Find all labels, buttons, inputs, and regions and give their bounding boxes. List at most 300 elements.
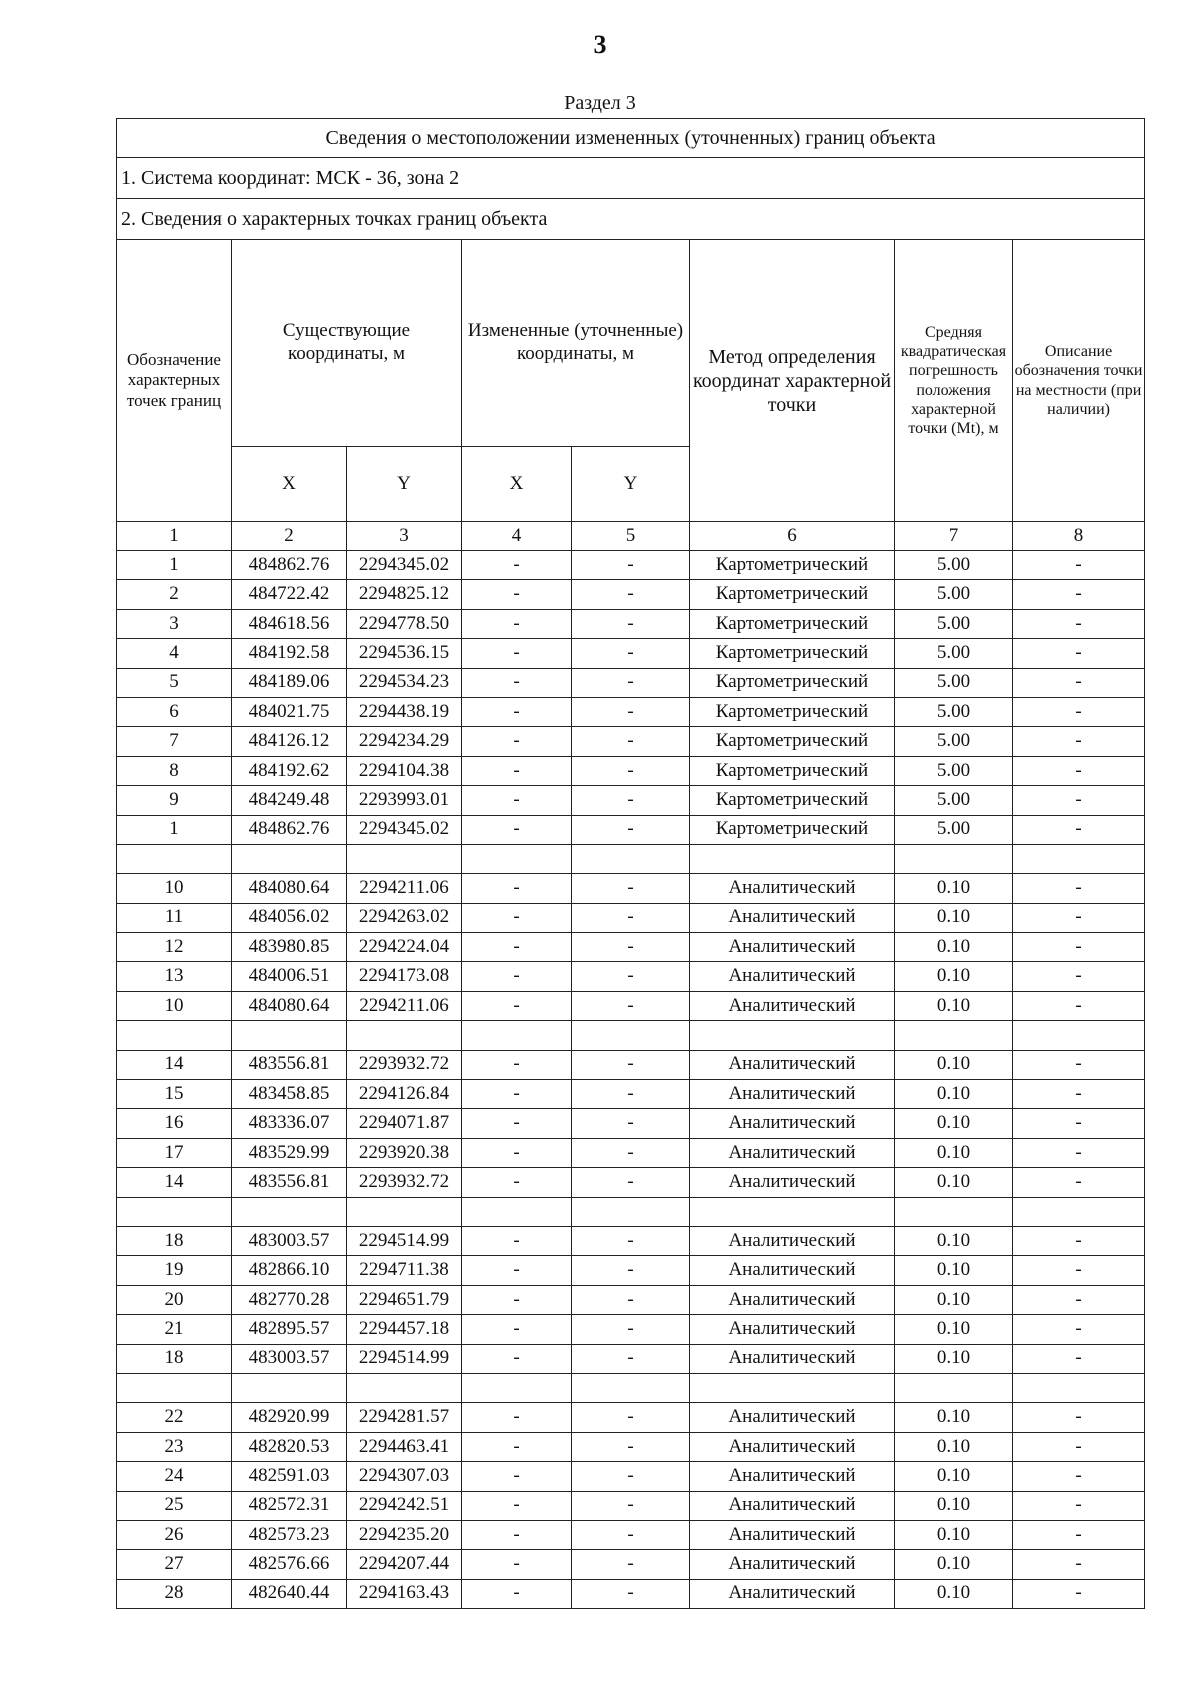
- changed-x-cell: -: [462, 815, 572, 844]
- mean-error-cell: 0.10: [895, 1491, 1013, 1520]
- empty-cell: [232, 844, 347, 873]
- empty-cell: [347, 1021, 462, 1050]
- mean-error-cell: 0.10: [895, 933, 1013, 962]
- table-row: [117, 1403, 1145, 1432]
- changed-y-cell: -: [572, 1256, 690, 1285]
- existing-x-cell: 482640.44: [232, 1579, 347, 1608]
- table-row: [117, 756, 1145, 785]
- point-id-cell: 10: [117, 991, 232, 1020]
- table-row: [117, 1344, 1145, 1373]
- method-cell: Картометрический: [690, 609, 895, 638]
- empty-cell: [462, 1373, 572, 1402]
- existing-x-cell: 482920.99: [232, 1403, 347, 1432]
- header-existing-x: X: [232, 447, 347, 522]
- changed-x-cell: -: [462, 1138, 572, 1167]
- point-id-cell: 13: [117, 962, 232, 991]
- table-row: [117, 1579, 1145, 1608]
- empty-cell: [232, 1373, 347, 1402]
- changed-x-cell: -: [462, 786, 572, 815]
- description-cell: -: [1013, 1344, 1145, 1373]
- existing-x-cell: 484080.64: [232, 991, 347, 1020]
- mean-error-cell: 0.10: [895, 1109, 1013, 1138]
- existing-x-cell: 484862.76: [232, 551, 347, 580]
- mean-error-cell: 5.00: [895, 756, 1013, 785]
- table-row: [117, 639, 1145, 668]
- point-id-cell: 15: [117, 1080, 232, 1109]
- changed-y-cell: -: [572, 1138, 690, 1167]
- empty-cell: [347, 1373, 462, 1402]
- existing-y-cell: 2294071.87: [347, 1109, 462, 1138]
- changed-x-cell: -: [462, 1315, 572, 1344]
- changed-y-cell: -: [572, 962, 690, 991]
- coordinate-system: 1. Система координат: МСК - 36, зона 2: [117, 158, 1145, 199]
- changed-y-cell: -: [572, 609, 690, 638]
- empty-cell: [117, 1373, 232, 1402]
- empty-cell: [690, 844, 895, 873]
- table-row: [117, 609, 1145, 638]
- changed-y-cell: -: [572, 874, 690, 903]
- existing-y-cell: 2293993.01: [347, 786, 462, 815]
- point-id-cell: 20: [117, 1285, 232, 1314]
- point-id-cell: 18: [117, 1226, 232, 1255]
- method-cell: Аналитический: [690, 1462, 895, 1491]
- description-cell: -: [1013, 1491, 1145, 1520]
- method-cell: Аналитический: [690, 991, 895, 1020]
- header-designation: Обозначение характерных точек границ: [117, 240, 232, 522]
- table-row: [117, 1550, 1145, 1579]
- table-row: [117, 1520, 1145, 1549]
- point-id-cell: 19: [117, 1256, 232, 1285]
- changed-x-cell: -: [462, 1050, 572, 1079]
- empty-cell: [572, 1021, 690, 1050]
- existing-x-cell: 484021.75: [232, 697, 347, 726]
- changed-y-cell: -: [572, 1520, 690, 1549]
- description-cell: -: [1013, 786, 1145, 815]
- description-cell: -: [1013, 1256, 1145, 1285]
- description-cell: -: [1013, 933, 1145, 962]
- point-id-cell: 9: [117, 786, 232, 815]
- changed-y-cell: -: [572, 1315, 690, 1344]
- method-cell: Картометрический: [690, 668, 895, 697]
- existing-y-cell: 2293932.72: [347, 1050, 462, 1079]
- point-id-cell: 4: [117, 639, 232, 668]
- description-cell: -: [1013, 1050, 1145, 1079]
- table-row: [117, 903, 1145, 932]
- table-row: [117, 668, 1145, 697]
- method-cell: Картометрический: [690, 551, 895, 580]
- table-row: [117, 1080, 1145, 1109]
- description-cell: -: [1013, 991, 1145, 1020]
- point-id-cell: 25: [117, 1491, 232, 1520]
- point-id-cell: 10: [117, 874, 232, 903]
- header-changed-y: Y: [572, 447, 690, 522]
- existing-x-cell: 484189.06: [232, 668, 347, 697]
- existing-y-cell: 2294211.06: [347, 991, 462, 1020]
- changed-x-cell: -: [462, 1520, 572, 1549]
- table-row: [117, 1491, 1145, 1520]
- table-row: [117, 815, 1145, 844]
- description-cell: -: [1013, 874, 1145, 903]
- empty-cell: [690, 1197, 895, 1226]
- table-row: [117, 1462, 1145, 1491]
- changed-y-cell: -: [572, 727, 690, 756]
- description-cell: -: [1013, 1579, 1145, 1608]
- header-method: Метод определения координат характерной точки: [690, 240, 895, 522]
- existing-x-cell: 484618.56: [232, 609, 347, 638]
- changed-y-cell: -: [572, 668, 690, 697]
- changed-y-cell: -: [572, 639, 690, 668]
- table-row: [117, 697, 1145, 726]
- changed-y-cell: -: [572, 786, 690, 815]
- table-row: [117, 786, 1145, 815]
- method-cell: Аналитический: [690, 903, 895, 932]
- point-id-cell: 6: [117, 697, 232, 726]
- changed-x-cell: -: [462, 609, 572, 638]
- description-cell: -: [1013, 1315, 1145, 1344]
- existing-y-cell: 2294825.12: [347, 580, 462, 609]
- point-id-cell: 23: [117, 1432, 232, 1461]
- method-cell: Аналитический: [690, 1315, 895, 1344]
- existing-x-cell: 484249.48: [232, 786, 347, 815]
- empty-cell: [895, 1197, 1013, 1226]
- empty-cell: [232, 1021, 347, 1050]
- changed-x-cell: -: [462, 639, 572, 668]
- empty-cell: [462, 844, 572, 873]
- empty-cell: [690, 1021, 895, 1050]
- existing-y-cell: 2294211.06: [347, 874, 462, 903]
- method-cell: Аналитический: [690, 1403, 895, 1432]
- method-cell: Аналитический: [690, 1344, 895, 1373]
- changed-x-cell: -: [462, 1344, 572, 1373]
- description-cell: -: [1013, 756, 1145, 785]
- empty-cell: [690, 1373, 895, 1402]
- table-row: [117, 1285, 1145, 1314]
- column-number: 6: [690, 522, 895, 551]
- changed-x-cell: -: [462, 1403, 572, 1432]
- existing-y-cell: 2293932.72: [347, 1168, 462, 1197]
- mean-error-cell: 5.00: [895, 786, 1013, 815]
- description-cell: -: [1013, 962, 1145, 991]
- header-existing-coordinates: Существующие координаты, м: [232, 240, 462, 447]
- mean-error-cell: 0.10: [895, 1256, 1013, 1285]
- mean-error-cell: 5.00: [895, 551, 1013, 580]
- empty-cell: [347, 844, 462, 873]
- method-cell: Картометрический: [690, 727, 895, 756]
- point-id-cell: 2: [117, 580, 232, 609]
- point-id-cell: 3: [117, 609, 232, 638]
- existing-x-cell: 484006.51: [232, 962, 347, 991]
- method-cell: Аналитический: [690, 1285, 895, 1314]
- existing-y-cell: 2294235.20: [347, 1520, 462, 1549]
- table-row: [117, 551, 1145, 580]
- existing-y-cell: 2294536.15: [347, 639, 462, 668]
- changed-x-cell: -: [462, 1256, 572, 1285]
- table-row: [117, 580, 1145, 609]
- existing-x-cell: 483556.81: [232, 1168, 347, 1197]
- changed-y-cell: -: [572, 756, 690, 785]
- changed-y-cell: -: [572, 580, 690, 609]
- mean-error-cell: 0.10: [895, 1432, 1013, 1461]
- group-separator-row: [117, 1021, 1145, 1050]
- mean-error-cell: 0.10: [895, 1285, 1013, 1314]
- mean-error-cell: 0.10: [895, 962, 1013, 991]
- description-cell: -: [1013, 1080, 1145, 1109]
- description-cell: -: [1013, 1462, 1145, 1491]
- method-cell: Аналитический: [690, 1579, 895, 1608]
- mean-error-cell: 0.10: [895, 874, 1013, 903]
- point-id-cell: 7: [117, 727, 232, 756]
- mean-error-cell: 5.00: [895, 639, 1013, 668]
- table-row: [117, 1432, 1145, 1461]
- changed-x-cell: -: [462, 1168, 572, 1197]
- description-cell: -: [1013, 639, 1145, 668]
- description-cell: -: [1013, 903, 1145, 932]
- description-cell: -: [1013, 551, 1145, 580]
- mean-error-cell: 0.10: [895, 1550, 1013, 1579]
- header-changed-coordinates: Измененные (уточненные) координаты, м: [462, 240, 690, 447]
- existing-x-cell: 483003.57: [232, 1344, 347, 1373]
- changed-x-cell: -: [462, 580, 572, 609]
- column-number: 8: [1013, 522, 1145, 551]
- point-id-cell: 5: [117, 668, 232, 697]
- changed-x-cell: -: [462, 1462, 572, 1491]
- boundary-points-table: [116, 118, 1145, 1609]
- description-cell: -: [1013, 1550, 1145, 1579]
- method-cell: Картометрический: [690, 786, 895, 815]
- empty-cell: [895, 1373, 1013, 1402]
- changed-x-cell: -: [462, 1285, 572, 1314]
- table-row: [117, 1256, 1145, 1285]
- section-title: Раздел 3: [564, 92, 636, 114]
- existing-x-cell: 483336.07: [232, 1109, 347, 1138]
- method-cell: Аналитический: [690, 1138, 895, 1167]
- existing-x-cell: 484192.58: [232, 639, 347, 668]
- changed-x-cell: -: [462, 991, 572, 1020]
- point-id-cell: 28: [117, 1579, 232, 1608]
- mean-error-cell: 5.00: [895, 609, 1013, 638]
- empty-cell: [895, 1021, 1013, 1050]
- existing-x-cell: 484080.64: [232, 874, 347, 903]
- existing-y-cell: 2294345.02: [347, 815, 462, 844]
- empty-cell: [117, 1197, 232, 1226]
- mean-error-cell: 0.10: [895, 1315, 1013, 1344]
- mean-error-cell: 5.00: [895, 727, 1013, 756]
- description-cell: -: [1013, 1432, 1145, 1461]
- existing-y-cell: 2294514.99: [347, 1344, 462, 1373]
- column-number: 1: [117, 522, 232, 551]
- existing-x-cell: 484722.42: [232, 580, 347, 609]
- existing-y-cell: 2294778.50: [347, 609, 462, 638]
- changed-y-cell: -: [572, 991, 690, 1020]
- table-row: [117, 962, 1145, 991]
- changed-x-cell: -: [462, 1432, 572, 1461]
- method-cell: Аналитический: [690, 1080, 895, 1109]
- existing-x-cell: 482895.57: [232, 1315, 347, 1344]
- existing-y-cell: 2293920.38: [347, 1138, 462, 1167]
- changed-x-cell: -: [462, 668, 572, 697]
- point-id-cell: 21: [117, 1315, 232, 1344]
- changed-y-cell: -: [572, 1285, 690, 1314]
- changed-y-cell: -: [572, 1080, 690, 1109]
- existing-y-cell: 2294163.43: [347, 1579, 462, 1608]
- empty-cell: [1013, 1021, 1145, 1050]
- existing-x-cell: 482591.03: [232, 1462, 347, 1491]
- description-cell: -: [1013, 815, 1145, 844]
- mean-error-cell: 0.10: [895, 1080, 1013, 1109]
- changed-y-cell: -: [572, 1344, 690, 1373]
- mean-error-cell: 0.10: [895, 1462, 1013, 1491]
- method-cell: Аналитический: [690, 874, 895, 903]
- description-cell: -: [1013, 1109, 1145, 1138]
- existing-x-cell: 482572.31: [232, 1491, 347, 1520]
- table-row: [117, 1226, 1145, 1255]
- changed-y-cell: -: [572, 1403, 690, 1432]
- changed-y-cell: -: [572, 1550, 690, 1579]
- existing-y-cell: 2294463.41: [347, 1432, 462, 1461]
- existing-y-cell: 2294514.99: [347, 1226, 462, 1255]
- description-cell: -: [1013, 1138, 1145, 1167]
- empty-cell: [117, 1021, 232, 1050]
- page-number: 3: [593, 30, 607, 59]
- changed-y-cell: -: [572, 1462, 690, 1491]
- existing-y-cell: 2294104.38: [347, 756, 462, 785]
- mean-error-cell: 5.00: [895, 815, 1013, 844]
- changed-y-cell: -: [572, 1579, 690, 1608]
- existing-x-cell: 482866.10: [232, 1256, 347, 1285]
- method-cell: Аналитический: [690, 962, 895, 991]
- changed-x-cell: -: [462, 551, 572, 580]
- method-cell: Аналитический: [690, 1226, 895, 1255]
- group-separator-row: [117, 1197, 1145, 1226]
- table-row: [117, 1315, 1145, 1344]
- point-id-cell: 12: [117, 933, 232, 962]
- point-id-cell: 1: [117, 815, 232, 844]
- existing-x-cell: 484192.62: [232, 756, 347, 785]
- changed-x-cell: -: [462, 1109, 572, 1138]
- existing-y-cell: 2294281.57: [347, 1403, 462, 1432]
- empty-cell: [1013, 1197, 1145, 1226]
- empty-cell: [462, 1197, 572, 1226]
- changed-y-cell: -: [572, 1491, 690, 1520]
- description-cell: -: [1013, 1285, 1145, 1314]
- header-error: Средняя квадратическая погрешность положения характерной точки (Mt), м: [895, 240, 1013, 522]
- changed-y-cell: -: [572, 697, 690, 726]
- existing-y-cell: 2294534.23: [347, 668, 462, 697]
- existing-x-cell: 483556.81: [232, 1050, 347, 1079]
- point-id-cell: 27: [117, 1550, 232, 1579]
- changed-x-cell: -: [462, 727, 572, 756]
- existing-x-cell: 482770.28: [232, 1285, 347, 1314]
- mean-error-cell: 0.10: [895, 1226, 1013, 1255]
- header-existing-y: Y: [347, 447, 462, 522]
- existing-y-cell: 2294126.84: [347, 1080, 462, 1109]
- existing-x-cell: 483980.85: [232, 933, 347, 962]
- existing-x-cell: 482576.66: [232, 1550, 347, 1579]
- existing-y-cell: 2294224.04: [347, 933, 462, 962]
- existing-y-cell: 2294345.02: [347, 551, 462, 580]
- description-cell: -: [1013, 609, 1145, 638]
- point-id-cell: 11: [117, 903, 232, 932]
- point-id-cell: 16: [117, 1109, 232, 1138]
- table-row: [117, 1138, 1145, 1167]
- method-cell: Аналитический: [690, 1168, 895, 1197]
- header-changed-x: X: [462, 447, 572, 522]
- empty-cell: [1013, 1373, 1145, 1402]
- changed-x-cell: -: [462, 1491, 572, 1520]
- changed-x-cell: -: [462, 903, 572, 932]
- existing-y-cell: 2294711.38: [347, 1256, 462, 1285]
- table-row: [117, 727, 1145, 756]
- description-cell: -: [1013, 1520, 1145, 1549]
- mean-error-cell: 0.10: [895, 903, 1013, 932]
- mean-error-cell: 0.10: [895, 1138, 1013, 1167]
- existing-x-cell: 484862.76: [232, 815, 347, 844]
- changed-y-cell: -: [572, 1432, 690, 1461]
- method-cell: Картометрический: [690, 697, 895, 726]
- method-cell: Аналитический: [690, 1109, 895, 1138]
- existing-y-cell: 2294242.51: [347, 1491, 462, 1520]
- table-caption: Сведения о местоположении измененных (уточненных) границ объекта: [117, 119, 1145, 158]
- point-id-cell: 1: [117, 551, 232, 580]
- existing-y-cell: 2294207.44: [347, 1550, 462, 1579]
- point-id-cell: 17: [117, 1138, 232, 1167]
- mean-error-cell: 0.10: [895, 1050, 1013, 1079]
- changed-x-cell: -: [462, 1080, 572, 1109]
- mean-error-cell: 0.10: [895, 1168, 1013, 1197]
- changed-y-cell: -: [572, 1109, 690, 1138]
- mean-error-cell: 5.00: [895, 668, 1013, 697]
- table-row: [117, 1109, 1145, 1138]
- empty-cell: [1013, 844, 1145, 873]
- point-id-cell: 18: [117, 1344, 232, 1373]
- description-cell: -: [1013, 668, 1145, 697]
- changed-y-cell: -: [572, 1050, 690, 1079]
- mean-error-cell: 0.10: [895, 1344, 1013, 1373]
- description-cell: -: [1013, 1168, 1145, 1197]
- description-cell: -: [1013, 727, 1145, 756]
- mean-error-cell: 5.00: [895, 697, 1013, 726]
- point-id-cell: 14: [117, 1050, 232, 1079]
- description-cell: -: [1013, 1403, 1145, 1432]
- changed-x-cell: -: [462, 933, 572, 962]
- changed-x-cell: -: [462, 1579, 572, 1608]
- points-heading: 2. Сведения о характерных точках границ объекта: [117, 199, 1145, 240]
- description-cell: -: [1013, 697, 1145, 726]
- mean-error-cell: 0.10: [895, 1520, 1013, 1549]
- description-cell: -: [1013, 580, 1145, 609]
- changed-y-cell: -: [572, 933, 690, 962]
- table-row: [117, 991, 1145, 1020]
- point-id-cell: 8: [117, 756, 232, 785]
- method-cell: Аналитический: [690, 1491, 895, 1520]
- existing-x-cell: 482820.53: [232, 1432, 347, 1461]
- changed-x-cell: -: [462, 962, 572, 991]
- column-numbers-row: [117, 522, 1145, 551]
- column-number: 4: [462, 522, 572, 551]
- table-row: [117, 1168, 1145, 1197]
- existing-x-cell: 482573.23: [232, 1520, 347, 1549]
- existing-x-cell: 483458.85: [232, 1080, 347, 1109]
- mean-error-cell: 0.10: [895, 1579, 1013, 1608]
- changed-y-cell: -: [572, 1226, 690, 1255]
- column-number: 2: [232, 522, 347, 551]
- empty-cell: [895, 844, 1013, 873]
- column-number: 5: [572, 522, 690, 551]
- point-id-cell: 14: [117, 1168, 232, 1197]
- method-cell: Картометрический: [690, 580, 895, 609]
- changed-y-cell: -: [572, 815, 690, 844]
- changed-x-cell: -: [462, 756, 572, 785]
